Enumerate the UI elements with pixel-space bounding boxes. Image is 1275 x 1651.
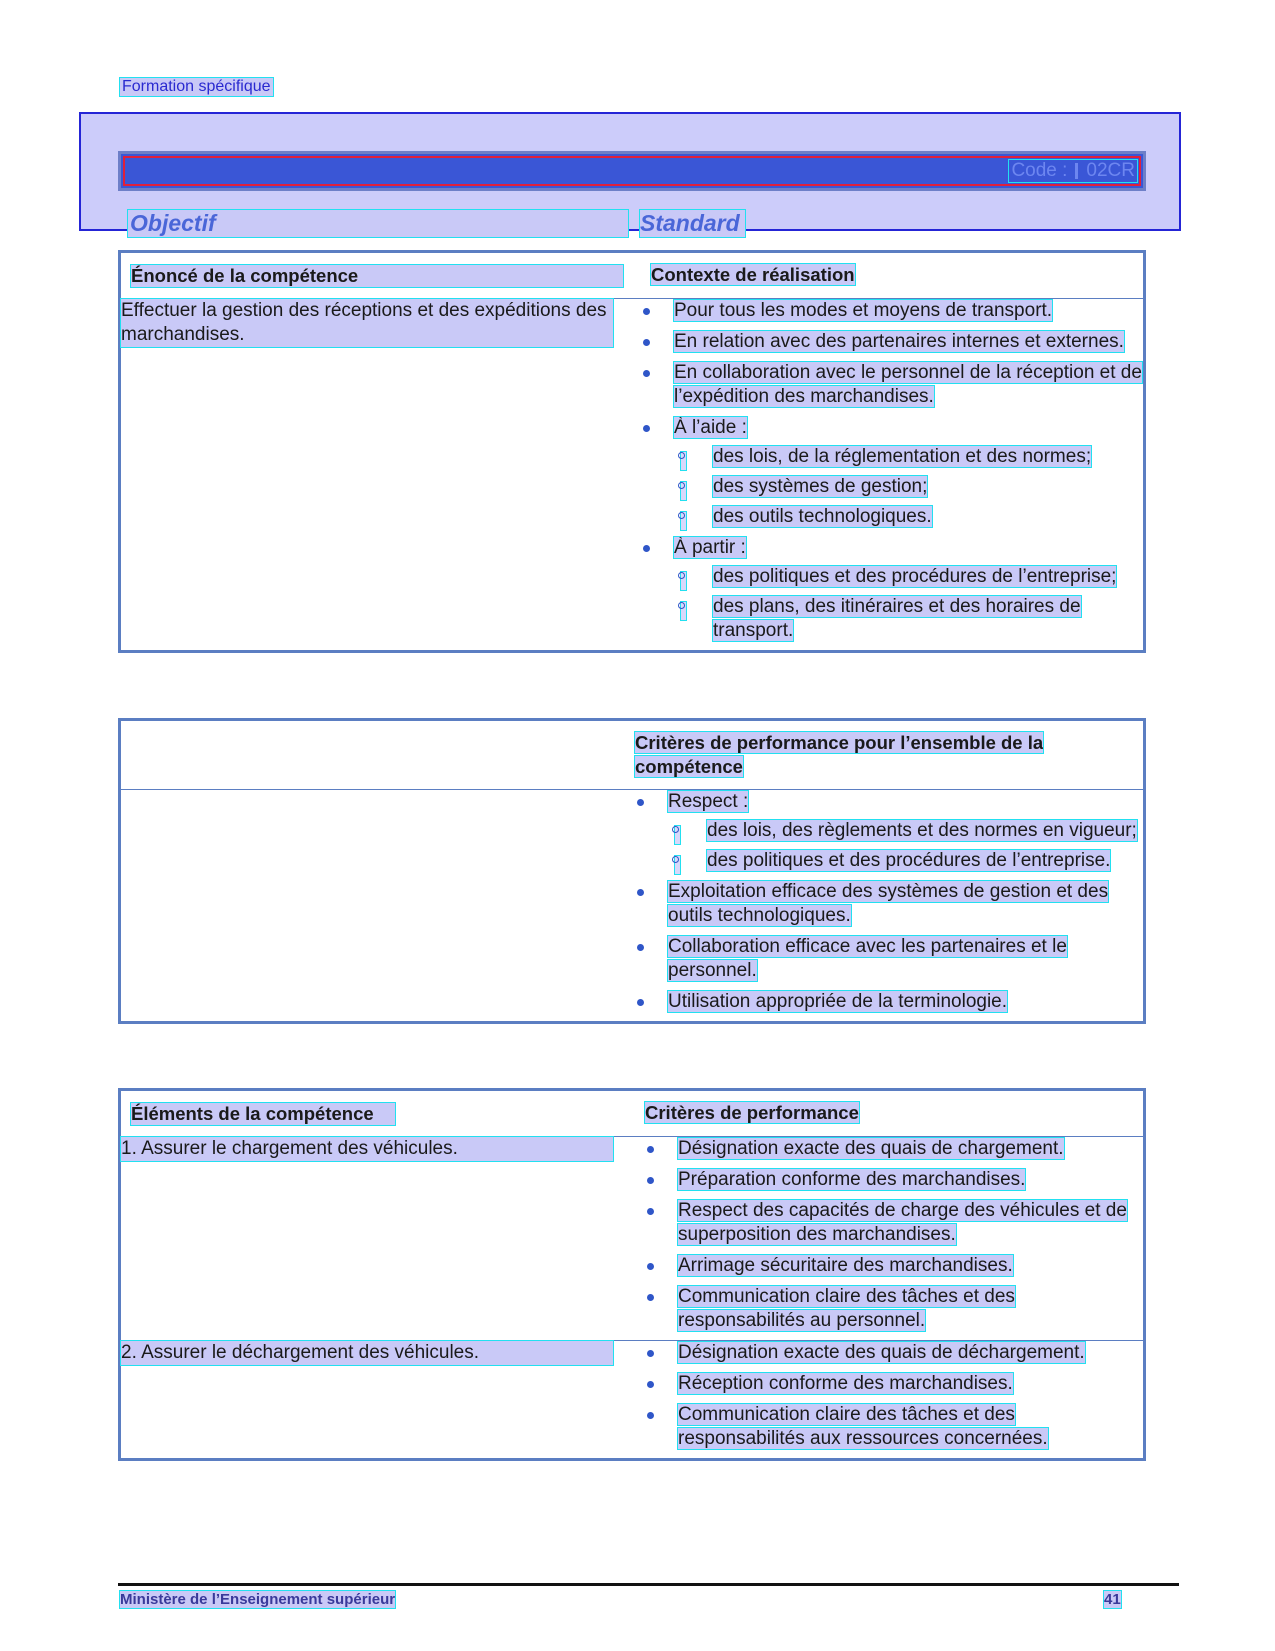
bullet-item	[635, 790, 1143, 873]
sub-bullet-item	[674, 595, 1143, 643]
sub-bullet-text: des systèmes de gestion;	[713, 476, 928, 497]
sub-bullet-text: des lois, des règlements et des normes en vigueur;	[707, 820, 1137, 841]
bullet-text: Utilisation appropriée de la terminologie.	[668, 991, 1008, 1012]
bullet-item	[645, 1199, 1143, 1247]
sub-bullet-item	[674, 475, 1143, 499]
bullet-item	[641, 299, 1143, 323]
bullet-item	[635, 935, 1143, 983]
bullet-item	[645, 1137, 1143, 1161]
code-label: Code :	[1011, 160, 1068, 181]
bullet-text: Désignation exacte des quais de chargement.	[678, 1138, 1064, 1159]
performance-criteria-heading: Critères de performance	[645, 1102, 859, 1123]
sub-bullet-text: des lois, de la réglementation et des normes;	[713, 446, 1092, 467]
footer-ministry: Ministère de l’Enseignement supérieur	[120, 1591, 396, 1608]
bullet-item	[641, 416, 1143, 529]
footer-rule	[118, 1583, 1179, 1586]
overall-criteria-heading: Critères de performance pour l’ensemble de la compétence	[635, 732, 1044, 777]
element-criteria-list	[645, 1341, 1143, 1451]
competence-table	[118, 250, 1146, 653]
sub-bullet-item	[668, 819, 1143, 843]
bullet-text: En collaboration avec le personnel de la réception et de l’expédition des marchandises.	[674, 362, 1142, 407]
bullet-item	[641, 361, 1143, 409]
competence-statement-heading: Énoncé de la compétence	[131, 265, 623, 287]
bullet-text: Exploitation efficace des systèmes de gestion et des outils technologiques.	[668, 881, 1109, 926]
element-row	[120, 1341, 1145, 1460]
element-text: 1. Assurer le chargement des véhicules.	[121, 1137, 613, 1161]
bullet-text: Préparation conforme des marchandises.	[678, 1169, 1026, 1190]
element-text: 2. Assurer le déchargement des véhicules.	[121, 1341, 613, 1365]
standard-heading: Standard	[640, 210, 745, 237]
bullet-text: Communication claire des tâches et des responsabilités aux ressources concernées.	[678, 1404, 1048, 1449]
code-bar	[118, 151, 1146, 191]
bullet-text: À l’aide :	[674, 417, 747, 438]
bullet-item	[645, 1341, 1143, 1365]
sub-bullet-item	[668, 849, 1143, 873]
sub-bullet-text: des outils technologiques.	[713, 506, 932, 527]
elements-table	[118, 1088, 1146, 1461]
sub-bullet-item	[674, 445, 1143, 469]
bullet-text: Communication claire des tâches et des responsabilités au personnel.	[678, 1286, 1015, 1331]
bullet-item	[635, 990, 1143, 1014]
context-heading: Contexte de réalisation	[651, 264, 855, 285]
overall-criteria-table	[118, 718, 1146, 1024]
bullet-text: Pour tous les modes et moyens de transport.	[674, 300, 1053, 321]
bullet-item	[645, 1285, 1143, 1333]
sub-bullet-list	[674, 565, 1143, 643]
bullet-item	[645, 1372, 1143, 1396]
code-separator	[1075, 163, 1078, 179]
bullet-item	[645, 1403, 1143, 1451]
objective-heading: Objectif	[128, 210, 628, 237]
bullet-item	[645, 1254, 1143, 1278]
bullet-item	[635, 880, 1143, 928]
bullet-text: En relation avec des partenaires internes et externes.	[674, 331, 1124, 352]
sub-bullet-text: des plans, des itinéraires et des horaires de transport.	[713, 596, 1081, 641]
bullet-text: Collaboration efficace avec les partenaires et le personnel.	[668, 936, 1067, 981]
context-list	[641, 299, 1143, 643]
bullet-text: Réception conforme des marchandises.	[678, 1373, 1013, 1394]
bullet-item	[641, 330, 1143, 354]
bullet-item	[645, 1168, 1143, 1192]
sub-bullet-item	[674, 565, 1143, 589]
bullet-text: Respect :	[668, 791, 749, 812]
overall-criteria-list	[635, 790, 1143, 1014]
sub-bullet-text: des politiques et des procédures de l’entreprise.	[707, 850, 1111, 871]
bullet-item	[641, 536, 1143, 643]
code-text	[1009, 160, 1137, 182]
section-label: Formation spécifique	[122, 78, 271, 95]
page-number: 41	[1104, 1591, 1121, 1608]
bullet-text: À partir :	[674, 537, 746, 558]
bullet-text: Respect des capacités de charge des véhicules et de superposition des marchandises.	[678, 1200, 1127, 1245]
sub-bullet-list	[668, 819, 1143, 873]
sub-bullet-list	[674, 445, 1143, 529]
competence-statement: Effectuer la gestion des réceptions et des expéditions des marchandises.	[121, 299, 613, 347]
sub-bullet-item	[674, 505, 1143, 529]
elements-heading: Éléments de la compétence	[131, 1103, 395, 1125]
element-criteria-list	[645, 1137, 1143, 1333]
code-value: 02CR	[1086, 160, 1135, 181]
bullet-text: Désignation exacte des quais de déchargement.	[678, 1342, 1085, 1363]
bullet-text: Arrimage sécuritaire des marchandises.	[678, 1255, 1013, 1276]
sub-bullet-text: des politiques et des procédures de l’entreprise;	[713, 566, 1117, 587]
element-row	[120, 1137, 1145, 1341]
